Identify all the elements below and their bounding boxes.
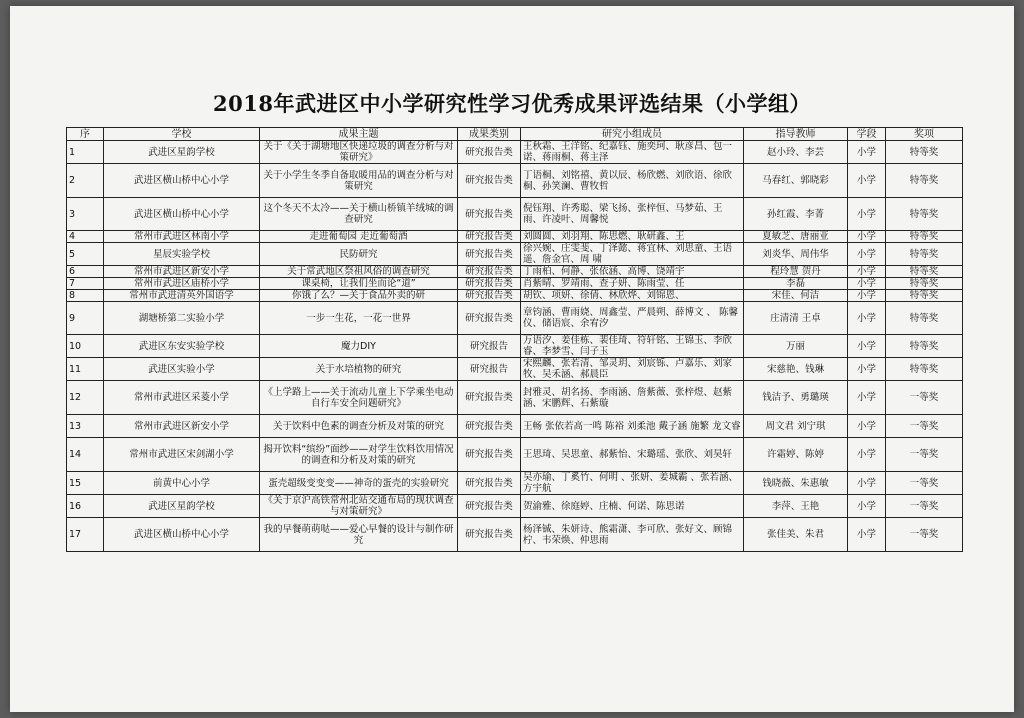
cell-number: 6 [67,266,104,278]
cell-school: 常州市武进区宋剑湖小学 [104,438,260,472]
cell-topic: 关于饮料中色素的调查分析及对策的研究 [260,415,458,438]
cell-award: 一等奖 [886,495,963,518]
cell-teacher: 李磊 [744,278,848,290]
cell-teacher: 钱洁予、勇璐瑛 [744,381,848,415]
header-type: 成果类别 [458,128,521,141]
cell-number: 13 [67,415,104,438]
document-page [10,6,1014,712]
cell-school: 常州市武进区林南小学 [104,231,260,243]
table-row [67,266,963,278]
cell-category: 研究报告类 [458,243,521,266]
cell-topic: 关于小学生冬季自备取暖用品的调查分析与对策研究 [260,164,458,198]
table-row [67,278,963,290]
cell-award: 一等奖 [886,472,963,495]
cell-members: 王秋霜、王洋铭、纪嘉钰、施奕珂、耿彦昌、包一诺、蒋雨桐、蒋主泽 [521,141,744,164]
header-grade: 学段 [848,128,886,141]
cell-grade: 小学 [848,266,886,278]
cell-number: 3 [67,198,104,231]
cell-teacher: 李萍、王艳 [744,495,848,518]
cell-grade: 小学 [848,472,886,495]
cell-number: 15 [67,472,104,495]
cell-members: 倪钰翔、许秀聪、梁飞扬、张梓恒、马梦茹、王雨、许凌叶、周馨悦 [521,198,744,231]
cell-category: 研究报告类 [458,472,521,495]
cell-grade: 小学 [848,198,886,231]
table-row [67,381,963,415]
cell-school: 武进区实验小学 [104,358,260,381]
cell-number: 12 [67,381,104,415]
cell-members: 万语汐、姜佳栋、裴佳琦、符轩铭、王锦玉、李欣睿、李梦雪、闫子玉 [521,335,744,358]
cell-topic: 蛋壳超级变变变——神奇的蛋壳的实验研究 [260,472,458,495]
cell-topic: 我的早餐萌萌哒——爱心早餐的设计与制作研究 [260,518,458,552]
cell-grade: 小学 [848,243,886,266]
table-row [67,243,963,266]
cell-teacher: 赵小玲、李芸 [744,141,848,164]
cell-category: 研究报告类 [458,266,521,278]
cell-award: 特等奖 [886,231,963,243]
cell-number: 5 [67,243,104,266]
cell-category: 研究报告类 [458,438,521,472]
cell-topic: 走进葡萄园 走近葡萄酒 [260,231,458,243]
cell-category: 研究报告类 [458,381,521,415]
cell-school: 常州市武进区庙桥小学 [104,278,260,290]
cell-award: 一等奖 [886,518,963,552]
table-row [67,358,963,381]
cell-category: 研究报告类 [458,231,521,243]
cell-award: 特等奖 [886,198,963,231]
cell-grade: 小学 [848,518,886,552]
cell-topic: 课桌椅，让我们坐而论“道” [260,278,458,290]
cell-members: 徐兴婉、庄雯斐、丁泽懿、蒋宜林、刘思童、王语遥、詹金官、周 啸 [521,243,744,266]
table-body [67,141,963,552]
cell-school: 武进区横山桥中心小学 [104,198,260,231]
table-row [67,472,963,495]
cell-topic: 关于常武地区祭祖风俗的调查研究 [260,266,458,278]
cell-award: 特等奖 [886,243,963,266]
cell-teacher: 张佳美、朱君 [744,518,848,552]
cell-school: 常州市武进清英外国语学 [104,290,260,302]
cell-category: 研究报告 [458,335,521,358]
cell-teacher: 刘炎华、周伟华 [744,243,848,266]
cell-teacher: 夏敏芝、唐丽亚 [744,231,848,243]
cell-grade: 小学 [848,141,886,164]
cell-school: 武进区星韵学校 [104,141,260,164]
cell-award: 特等奖 [886,302,963,335]
cell-grade: 小学 [848,495,886,518]
cell-number: 17 [67,518,104,552]
cell-members: 吴亦瑜、丁奚竹、何明 、张妍、姜城霸 、张若涵、方宇航 [521,472,744,495]
header-row [67,128,963,141]
cell-grade: 小学 [848,438,886,472]
cell-topic: 民防研究 [260,243,458,266]
cell-award: 特等奖 [886,290,963,302]
cell-award: 特等奖 [886,358,963,381]
cell-grade: 小学 [848,231,886,243]
cell-teacher: 许霜婷、陈婷 [744,438,848,472]
cell-number: 7 [67,278,104,290]
cell-school: 前黄中心小学 [104,472,260,495]
cell-school: 武进区横山桥中心小学 [104,164,260,198]
cell-teacher: 钱晓薇、朱惠敏 [744,472,848,495]
cell-school: 武进区星韵学校 [104,495,260,518]
cell-category: 研究报告类 [458,290,521,302]
cell-members: 封雅灵、胡名扬、李雨涵、詹紫薇、张梓煜、赵紫涵、宋鹏辉、石紫璇 [521,381,744,415]
cell-topic: 关于《关于湖塘地区快递垃圾的调查分析与对策研究》 [260,141,458,164]
cell-teacher: 周文君 刘宁琪 [744,415,848,438]
header-school: 学校 [104,128,260,141]
cell-members: 章钧涵、曹雨娆、周鑫莹、严晨朔、薛博文 、 陈馨仪、储语宸、余宥汐 [521,302,744,335]
page-title: 2018年武进区中小学研究性学习优秀成果评选结果（小学组） [213,91,811,116]
cell-category: 研究报告类 [458,518,521,552]
table-row [67,335,963,358]
cell-members: 杨泽铖、朱妍诗、熊霜潇、李可欣、张好文、顾锦柠、韦荣焕、仲思雨 [521,518,744,552]
cell-award: 特等奖 [886,164,963,198]
cell-number: 16 [67,495,104,518]
cell-members: 王思琦、吴思童、郝紫怡、宋璐瑶、张欣、刘昊轩 [521,438,744,472]
cell-school: 武进区横山桥中心小学 [104,518,260,552]
cell-teacher: 宋慈艳、钱琳 [744,358,848,381]
cell-members: 胡钦、项妍、徐倩、林欣烨、刘锦恩、 [521,290,744,302]
cell-topic: 《上学路上——关于流动儿童上下学乘坐电动自行车安全问题研究》 [260,381,458,415]
cell-category: 研究报告类 [458,164,521,198]
cell-school: 星辰实验学校 [104,243,260,266]
table-row [67,438,963,472]
table-row [67,164,963,198]
cell-teacher: 万丽 [744,335,848,358]
cell-award: 特等奖 [886,266,963,278]
table-row [67,231,963,243]
cell-category: 研究报告类 [458,495,521,518]
table-row [67,415,963,438]
header-teacher: 指导教师 [744,128,848,141]
cell-grade: 小学 [848,335,886,358]
cell-members: 王畅 张依若高一鸣 陈裕 刘柔池 戴子涵 施繁 龙文睿 [521,415,744,438]
cell-school: 武进区东安实验学校 [104,335,260,358]
table-row [67,518,963,552]
table-row [67,302,963,335]
cell-grade: 小学 [848,290,886,302]
header-members: 研究小组成员 [521,128,744,141]
header-no: 序 [67,128,104,141]
cell-topic: 关于水培植物的研究 [260,358,458,381]
cell-number: 1 [67,141,104,164]
cell-award: 一等奖 [886,438,963,472]
header-award: 奖项 [886,128,963,141]
cell-category: 研究报告类 [458,141,521,164]
table-row [67,198,963,231]
cell-number: 9 [67,302,104,335]
cell-grade: 小学 [848,164,886,198]
cell-topic: 一步一生花，一花一世界 [260,302,458,335]
cell-members: 贺渝雅、徐庭婷、庄楠、何诺、陈思诺 [521,495,744,518]
cell-members: 宋熙麟、张若清、邹灵玥、刘宸铄、卢嘉乐、刘家牧、吴禾涵、郝晨臣 [521,358,744,381]
cell-teacher: 马春红、郭晓彩 [744,164,848,198]
cell-topic: 你饿了么？—关于食品外卖的研 [260,290,458,302]
cell-school: 常州市武进区采菱小学 [104,381,260,415]
cell-school: 常州市武进区新安小学 [104,266,260,278]
cell-members: 丁雨柏、何静、张依涵、高博、饶靖宇 [521,266,744,278]
cell-award: 特等奖 [886,141,963,164]
cell-category: 研究报告类 [458,198,521,231]
cell-number: 2 [67,164,104,198]
cell-grade: 小学 [848,278,886,290]
cell-number: 11 [67,358,104,381]
cell-award: 一等奖 [886,381,963,415]
cell-school: 常州市武进区新安小学 [104,415,260,438]
header-topic: 成果主题 [260,128,458,141]
cell-teacher: 孙红霞、李菁 [744,198,848,231]
cell-grade: 小学 [848,358,886,381]
cell-grade: 小学 [848,302,886,335]
cell-award: 一等奖 [886,415,963,438]
cell-number: 14 [67,438,104,472]
cell-number: 4 [67,231,104,243]
table-row [67,495,963,518]
cell-members: 丁语桐、刘铭禧、黄以辰、杨欣燃、刘欣语、徐欣桐、孙笑澜、曹牧哲 [521,164,744,198]
table-row [67,141,963,164]
cell-category: 研究报告类 [458,415,521,438]
table-row [67,290,963,302]
cell-award: 特等奖 [886,278,963,290]
cell-teacher: 程玲慧 贺丹 [744,266,848,278]
cell-teacher: 宋佳、何洁 [744,290,848,302]
cell-category: 研究报告 [458,358,521,381]
cell-grade: 小学 [848,381,886,415]
cell-number: 8 [67,290,104,302]
cell-school: 湖塘桥第二实验小学 [104,302,260,335]
cell-topic: 这个冬天不太冷——关于横山桥镇羊绒城的调查研究 [260,198,458,231]
cell-topic: 魔力DIY [260,335,458,358]
cell-category: 研究报告类 [458,302,521,335]
cell-category: 研究报告类 [458,278,521,290]
cell-members: 刘圆圆、刘羽翔、陈思燃、耿研鑫、王 [521,231,744,243]
cell-topic: 《关于京沪高铁常州北站交通布局的现状调查与对策研究》 [260,495,458,518]
cell-number: 10 [67,335,104,358]
cell-grade: 小学 [848,415,886,438]
results-table [66,127,963,552]
cell-topic: 揭开饮料“缤纷”面纱——对学生饮料饮用情况的调查和分析及对策的研究 [260,438,458,472]
cell-award: 特等奖 [886,335,963,358]
cell-members: 肖紫晴、罗靖雨、查子妍、陈雨莹、任 [521,278,744,290]
cell-teacher: 庄清清 王卓 [744,302,848,335]
